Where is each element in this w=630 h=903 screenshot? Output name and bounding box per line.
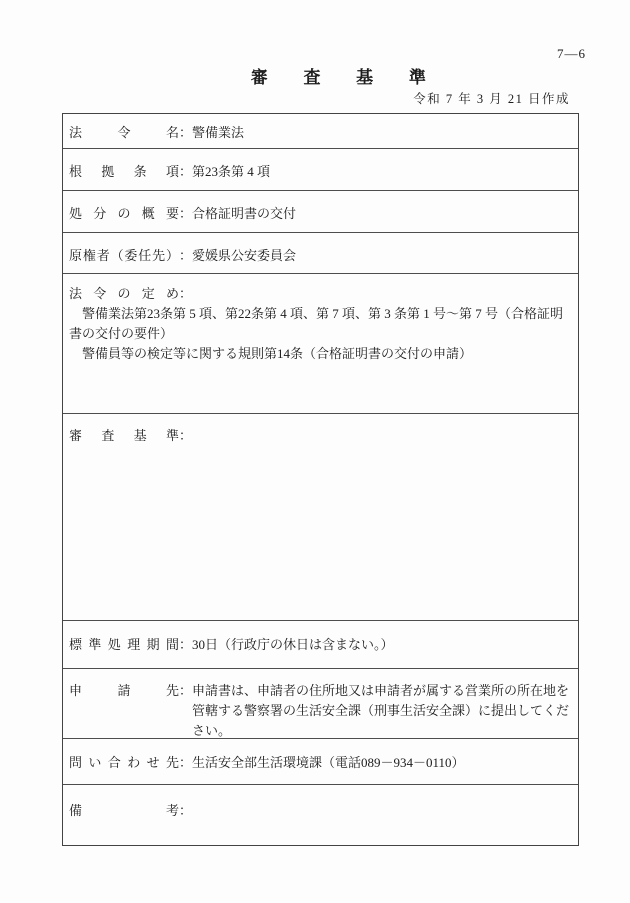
row-value: 第23条第 4 項 bbox=[192, 164, 271, 179]
table-row-inquiry-contact bbox=[63, 739, 578, 785]
row-value: 合格証明書の交付 bbox=[192, 206, 297, 221]
row-colon: ： bbox=[179, 428, 193, 443]
row-label: 標準処理期間 bbox=[69, 637, 179, 652]
row-colon: ： bbox=[179, 755, 193, 770]
row-label: 申請先 bbox=[69, 683, 179, 698]
law-provision-line: 警備業法第23条第 5 項、第22条第 4 項、第 7 項、第 3 条第 1 号～第 7 号（合格証明書の交付の要件） bbox=[69, 306, 564, 341]
table-row-law-name bbox=[63, 114, 578, 149]
row-colon: ： bbox=[179, 286, 193, 301]
row-value: 警備業法 bbox=[192, 125, 245, 140]
row-colon: ： bbox=[179, 803, 193, 818]
row-colon: ： bbox=[179, 206, 193, 221]
row-label: 法令の定め bbox=[69, 286, 179, 301]
table-row-remarks bbox=[63, 785, 578, 845]
row-colon: ： bbox=[179, 164, 193, 179]
criteria-table bbox=[62, 113, 579, 846]
row-value: 30日（行政庁の休日は含まない。） bbox=[192, 637, 394, 652]
table-row-application-destination bbox=[63, 669, 578, 739]
row-value: 愛媛県公安委員会 bbox=[192, 248, 297, 263]
table-row-legal-basis bbox=[63, 149, 578, 191]
row-colon: ： bbox=[179, 683, 193, 698]
document-title: 審査基準 bbox=[250, 68, 462, 87]
row-colon: ： bbox=[179, 637, 193, 652]
page-number: 7—6 bbox=[557, 46, 586, 61]
creation-date: 令和 7 年 3 月 21 日作成 bbox=[413, 92, 570, 106]
row-label: 法令名 bbox=[69, 125, 179, 140]
row-label: 審査基準 bbox=[69, 428, 179, 443]
row-value: 申請書は、申請者の住所地又は申請者が属する営業所の所在地を管轄する警察署の生活安全課（刑事生活安全課）に提出してください。 bbox=[192, 683, 570, 738]
row-label: 原権者（委任先） bbox=[69, 248, 179, 263]
row-label: 備考 bbox=[69, 803, 179, 818]
row-colon: ： bbox=[179, 248, 193, 263]
table-row-examination-criteria bbox=[63, 414, 578, 621]
row-label-line bbox=[69, 284, 572, 304]
row-label: 根拠条項 bbox=[69, 164, 179, 179]
row-label: 処分の概要 bbox=[69, 206, 179, 221]
row-value: 生活安全部生活環境課（電話089－934－0110） bbox=[192, 755, 465, 770]
row-colon: ： bbox=[179, 125, 193, 140]
table-row-law-provisions bbox=[63, 274, 578, 414]
table-row-standard-processing-period bbox=[63, 621, 578, 669]
row-label: 問い合わせ先 bbox=[69, 755, 179, 770]
law-provision-line: 警備員等の検定等に関する規則第14条（合格証明書の交付の申請） bbox=[82, 346, 473, 361]
table-row-disposition-summary bbox=[63, 191, 578, 233]
table-row-original-authority bbox=[63, 233, 578, 274]
